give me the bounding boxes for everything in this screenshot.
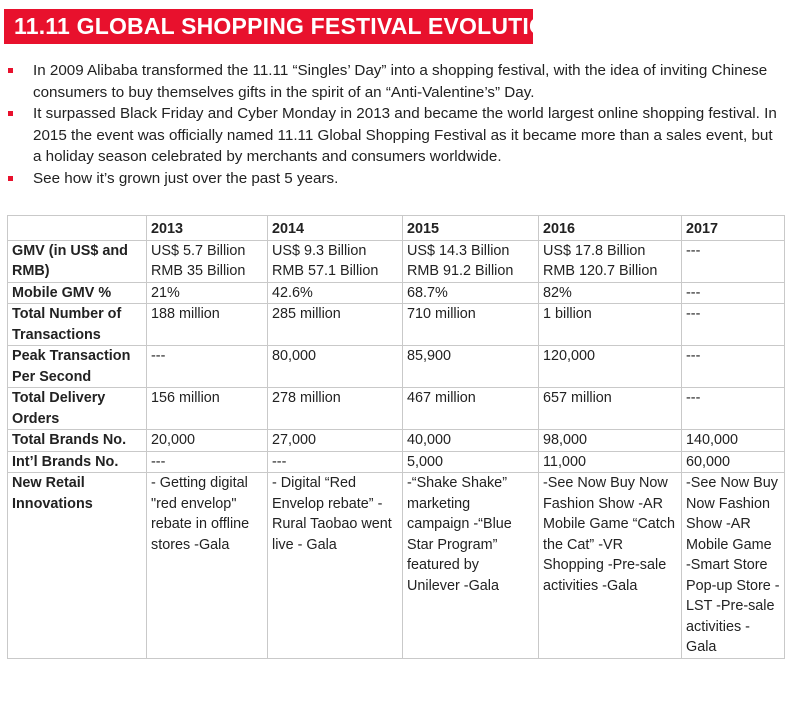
table-cell: 657 million (539, 388, 682, 430)
title-banner (4, 9, 564, 44)
evolution-table (7, 215, 785, 659)
table-row (8, 304, 785, 346)
table-cell: - Getting digital "red envelop" rebate in offline stores -Gala (147, 473, 268, 659)
table-row (8, 451, 785, 473)
table-cell: -See Now Buy Now Fashion Show -AR Mobile Game “Catch the Cat” -VR Shopping -Pre-sale activities -Gala (539, 473, 682, 659)
table-cell: 27,000 (268, 430, 403, 452)
table-cell: -“Shake Shake” marketing campaign -“Blue Star Program” featured by Unilever -Gala (403, 473, 539, 659)
row-label: Int’l Brands No. (8, 451, 147, 473)
square-bullet-icon (8, 176, 13, 181)
table-cell: 20,000 (147, 430, 268, 452)
table-cell: --- (147, 451, 268, 473)
page-title: 11.11 GLOBAL SHOPPING FESTIVAL EVOLUTION (14, 13, 564, 39)
table-cell: --- (268, 451, 403, 473)
table-cell: 710 million (403, 304, 539, 346)
table-row (8, 473, 785, 659)
table-cell: --- (682, 346, 785, 388)
table-cell: 40,000 (403, 430, 539, 452)
table-row (8, 430, 785, 452)
table-cell: --- (682, 388, 785, 430)
table-cell: 68.7% (403, 282, 539, 304)
bullet-item (0, 103, 778, 168)
table-cell: 98,000 (539, 430, 682, 452)
table-cell: --- (682, 240, 785, 282)
table-cell: 1 billion (539, 304, 682, 346)
intro-bullet-list (0, 60, 787, 189)
table-cell: US$ 14.3 Billion RMB 91.2 Billion (403, 240, 539, 282)
table-cell: US$ 17.8 Billion RMB 120.7 Billion (539, 240, 682, 282)
table-header-row (8, 216, 785, 241)
row-label: Total Number of Transactions (8, 304, 147, 346)
table-cell: - Digital “Red Envelop rebate” -Rural Taobao went live - Gala (268, 473, 403, 659)
table-cell: 140,000 (682, 430, 785, 452)
bullet-text: It surpassed Black Friday and Cyber Monday in 2013 and became the world largest online shopping festival. In 2015 the event was officially named 11.11 Global Shopping Festival as it became more than a sales event, but a holiday season celebrated by merchants and consumers worldwide. (33, 105, 777, 165)
table-row (8, 346, 785, 388)
table-cell: 60,000 (682, 451, 785, 473)
row-label: Total Delivery Orders (8, 388, 147, 430)
table-cell: 467 million (403, 388, 539, 430)
bullet-item (0, 168, 778, 190)
table-cell: 156 million (147, 388, 268, 430)
year-header: 2017 (682, 216, 785, 241)
bullet-item (0, 60, 778, 103)
bullet-text: See how it’s grown just over the past 5 years. (33, 169, 339, 187)
table-row (8, 282, 785, 304)
table-cell: 11,000 (539, 451, 682, 473)
row-label: New Retail Innovations (8, 473, 147, 659)
year-header: 2013 (147, 216, 268, 241)
table-cell: 285 million (268, 304, 403, 346)
table-cell: US$ 9.3 Billion RMB 57.1 Billion (268, 240, 403, 282)
table-cell: --- (682, 282, 785, 304)
square-bullet-icon (8, 68, 13, 73)
bullet-text: In 2009 Alibaba transformed the 11.11 “Singles’ Day” into a shopping festival, with the idea of inviting Chinese consumers to buy themselves gifts in the spirit of an “Anti-Valentine’s” Day. (33, 62, 768, 101)
table-cell: 85,900 (403, 346, 539, 388)
table-row (8, 388, 785, 430)
table-cell: --- (682, 304, 785, 346)
table-cell: US$ 5.7 Billion RMB 35 Billion (147, 240, 268, 282)
table-cell: 120,000 (539, 346, 682, 388)
table-cell: 5,000 (403, 451, 539, 473)
table-cell: 21% (147, 282, 268, 304)
year-header: 2014 (268, 216, 403, 241)
row-label: Total Brands No. (8, 430, 147, 452)
year-header: 2015 (403, 216, 539, 241)
row-label: GMV (in US$ and RMB) (8, 240, 147, 282)
table-cell: --- (147, 346, 268, 388)
table-cell: 80,000 (268, 346, 403, 388)
header-corner-cell (8, 216, 147, 241)
row-label: Mobile GMV % (8, 282, 147, 304)
table-cell: 188 million (147, 304, 268, 346)
table-row (8, 240, 785, 282)
square-bullet-icon (8, 111, 13, 116)
year-header: 2016 (539, 216, 682, 241)
table-cell: -See Now Buy Now Fashion Show -AR Mobile Game -Smart Store Pop-up Store -LST -Pre-sale activities -Gala (682, 473, 785, 659)
row-label: Peak Transaction Per Second (8, 346, 147, 388)
table-cell: 42.6% (268, 282, 403, 304)
table-cell: 278 million (268, 388, 403, 430)
table-cell: 82% (539, 282, 682, 304)
